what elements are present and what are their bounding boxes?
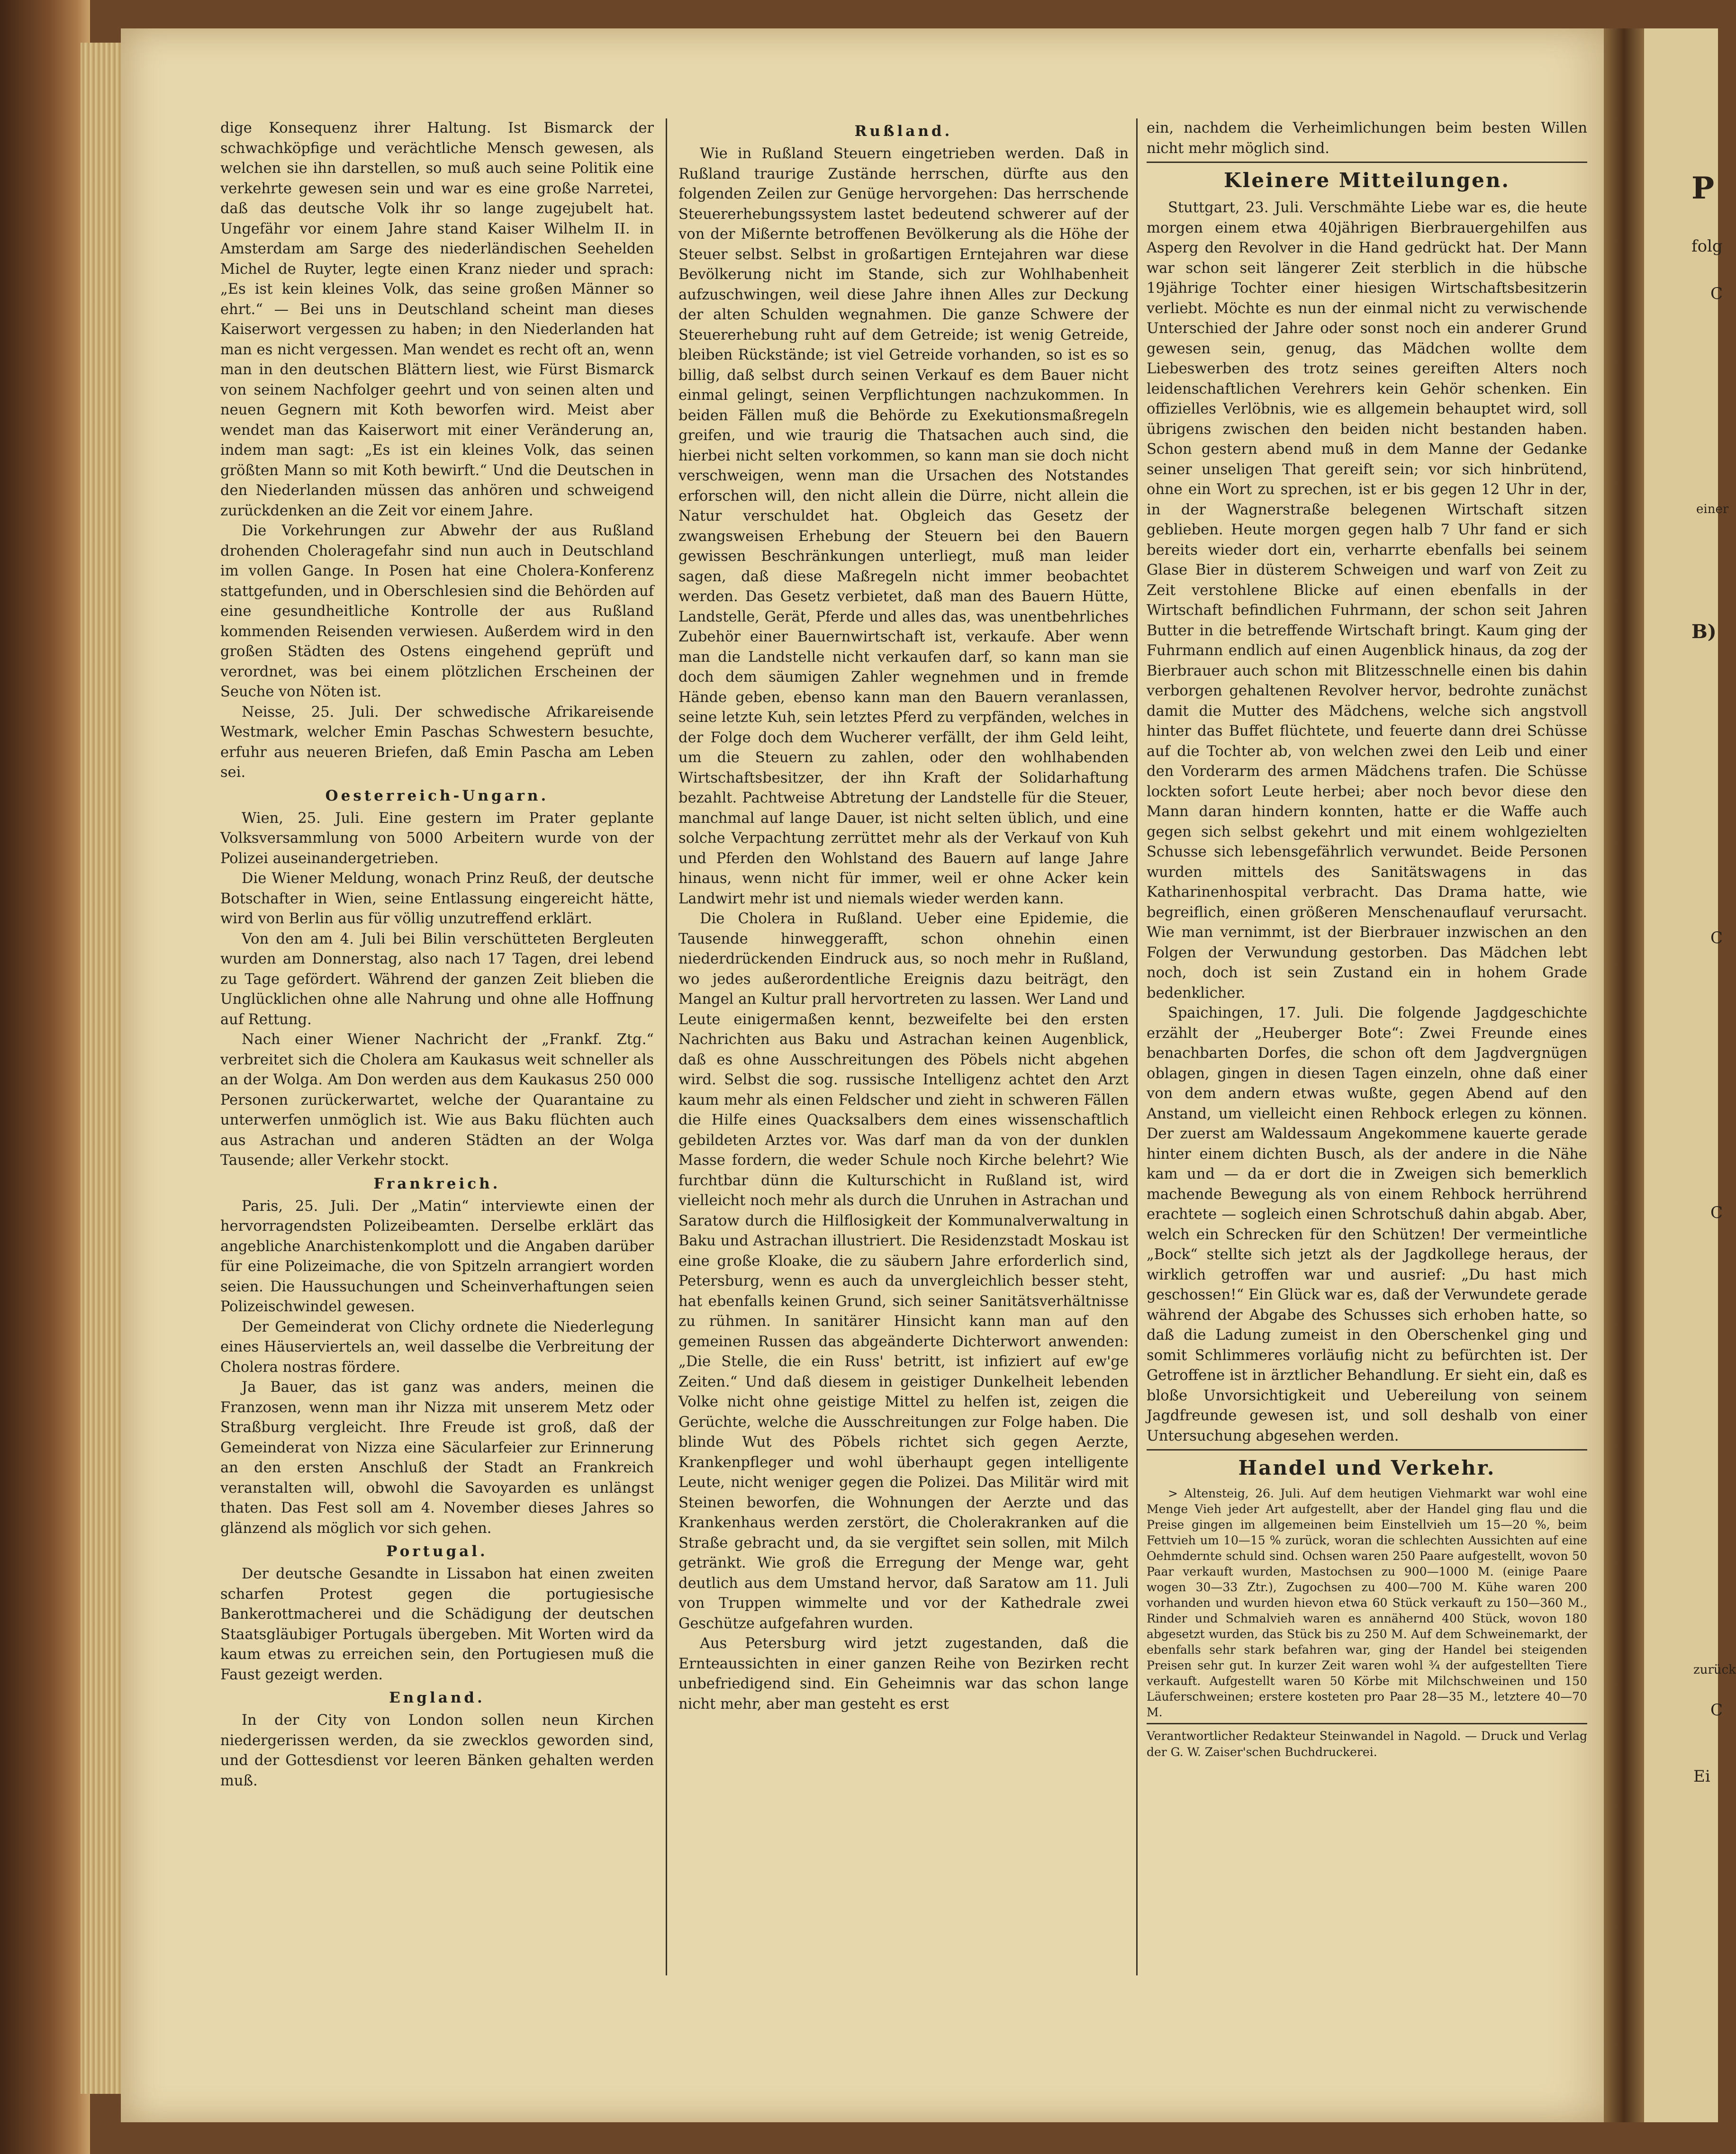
article-paragraph: ein, nachdem die Verheimlichungen beim besten Willen nicht mehr möglich sind. <box>1147 120 1587 157</box>
column-3 <box>1147 118 1587 1994</box>
adjacent-page-fragment: B) <box>1691 621 1717 643</box>
page-edges <box>81 43 123 2094</box>
imprint: Verantwortlicher Redakteur Steinwandel in Nagold. — Druck und Verlag der G. W. Zaiser'schen Buchdruckerei. <box>1147 1729 1587 1759</box>
article-paragraph: Der Gemeinderat von Clichy ordnete die Niederlegung eines Häuserviertels an, weil dasselbe die Verbreitung der Cholera nostras fördere. <box>220 1318 654 1376</box>
article-paragraph: In der City von London sollen neun Kirchen niedergerissen werden, da sie zwecklos geworden sind, und der Gottesdienst vor leeren Bänken gehalten werden muß. <box>220 1712 654 1789</box>
article-paragraph: Wie in Rußland Steuern eingetrieben werden. Daß in Rußland traurige Zustände herrschen, dürfte aus den folgenden Zeilen zur Genüge hervorgehen: Das herrschende Steuererhebungssystem lastet bedeutend schwerer auf der von der Mißernte betroffenen Bevölkerung als die Höhe der Steuer selbst. Selbst in großartigen Erntejahren war diese Bevölkerung nicht im Stande, sich zur Wohlhabenheit aufzuschwingen, weil diese Jahre ihnen Alles zur Deckung der alten Schulden wegnahmen. Die ganze Schwere der Steuererhebung ruht auf dem Getreide; ist wenig Getreide, bleiben Rückstände; ist viel Getreide vorhanden, so ist es so billig, daß selbst durch seinen Verkauf es dem Bauer nicht einmal gelingt, seinen Verpflichtungen nachzukommen. In beiden Fällen muß die Behörde zu Exekutionsmaßregeln greifen, und wie traurig die Thatsachen auch sind, die hierbei nicht selten vorkommen, so kann man sie doch nicht verschweigen, wenn man die Ursachen des Notstandes erforschen will, den nicht allein die Dürre, nicht allein die Natur verschuldet hat. Obgleich das Gesetz der zwangsweisen Erhebung der Steuern bei den Bauern gewissen Beschränkungen unterliegt, muß man leider sagen, daß diese Maßregeln nicht immer beobachtet werden. Das Gesetz verbietet, daß man des Bauern Hütte, Landstelle, Gerät, Pferde und alles das, was unentbehrliches Zubehör einer Bauernwirtschaft ist, verkaufe. Aber wenn man die Landstelle nicht verkaufen darf, so kann man sie doch dem säumigen Zahler wegnehmen und in fremde Hände geben, ebenso kann man den Bauern veranlassen, seine letzte Kuh, sein letztes Pferd zu verpfänden, welches in der Folge doch dem Wucherer verfällt, der ihm Geld leiht, um die Steuern zu zahlen, oder den wohlhabenden Wirtschaftsbesitzer, der ihn Kraft der Solidarhaftung bezahlt. Pachtweise Abtretung der Landstelle für die Steuer, manchmal auf lange Dauer, ist nicht selten üblich, und eine solche Verpachtung zerrüttet mehr als der Verkauf von Kuh und Pferden den Wohlstand des Bauern auf lange Jahre hinaus, wenn nicht für immer, weil er ohne Acker kein Landwirt mehr ist und niemals wieder werden kann. <box>678 145 1129 907</box>
article-paragraph: Die Vorkehrungen zur Abwehr der aus Rußland drohenden Choleragefahr sind nun auch in Deutschland im vollen Gange. In Posen hat eine Cholera-Konferenz stattgefunden, und in Oberschlesien sind die Behörden auf eine gesundheitliche Kontrolle der aus Rußland kommenden Reisenden verwiesen. Außerdem wird in den großen Städten des Ostens eingehend geprüft und verordnet, was bei einem plötzlichen Erscheinen der Seuche von Nöten ist. <box>220 523 654 700</box>
section-heading-portugal: Portugal. <box>386 1543 488 1560</box>
section-heading-handel: Handel und Verkehr. <box>1238 1456 1496 1479</box>
section-heading-england: England. <box>389 1689 485 1706</box>
adjacent-page-fragment: P <box>1691 171 1715 206</box>
section-rule <box>1147 1449 1587 1451</box>
book-binding <box>0 0 90 2154</box>
adjacent-page-fragment: einer <box>1696 502 1729 516</box>
section-heading-kleinere-mitteilungen: Kleinere Mitteilungen. <box>1223 169 1510 192</box>
adjacent-page-fragment: C <box>1710 1203 1723 1222</box>
adjacent-page-fragment: folg <box>1691 237 1723 256</box>
article-paragraph: Die Cholera in Rußland. Ueber eine Epidemie, die Tausende hinweggerafft, schon ohnehin einen niederdrückenden Eindruck aus, so noch mehr in Rußland, wo jedes außerordentliche Ereignis dazu beiträgt, den Mangel an Kultur prall hervortreten zu lassen. Wer Land und Leute einigermaßen kennt, bezweifelte bei den ersten Nachrichten aus Baku und Astrachan keinen Augenblick, daß es ohne Ausschreitungen des Pöbels nicht abgehen wird. Selbst die sog. russische Intelligenz achtet den Arzt kaum mehr als einen Feldscher und zieht in schweren Fällen die Hilfe eines Quacksalbers dem eines wissenschaftlich gebildeten Arztes vor. Was darf man da von der dunklen Masse fordern, die weder Schule noch Kirche belehrt? Wie furchtbar dünn die Kulturschicht in Rußland ist, wird vielleicht noch mehr als durch die Unruhen in Astrachan und Saratow durch die Hilflosigkeit der Kommunalverwaltung in Baku und Astrachan illustriert. Die Residenzstadt Moskau ist eine große Kloake, die zu säubern Jahre erforderlich sind, Petersburg, wenn es auch da unvergleichlich besser steht, hat ebenfalls keinen Grund, sich seiner Sanitätsverhältnisse zu rühmen. In sanitärer Hinsicht kann man auf den gemeinen Russen das abgeänderte Dichterwort anwenden: „Die Stelle, die ein Russ' betritt, ist infiziert auf ew'ge Zeiten.“ Und daß diesem in geistiger Dunkelheit lebenden Volke nicht ohne geistige Mittel zu helfen ist, zeigen die Gerüchte, welche die Ausschreitungen zur Folge haben. Die blinde Wut des Pöbels richtet sich gegen Aerzte, Krankenpfleger und wohl überhaupt gegen intelligente Leute, nicht weniger gegen die Polizei. Das Militär wird mit Steinen beworfen, die Wohnungen der Aerzte und das Krankenhaus werden zerstört, die Cholerakranken auf die Straße gebracht und, da sie vergiftet sein sollen, mit Milch getränkt. Wie groß die Erregung der Menge war, geht deutlich aus dem Umstand hervor, daß Saratow am 11. Juli von Truppen wimmelte und vor der Kathedrale zwei Geschütze aufgefahren wurden. <box>678 910 1129 1632</box>
article-paragraph: Nach einer Wiener Nachricht der „Frankf. Ztg.“ verbreitet sich die Cholera am Kaukasus weit schneller als an der Wolga. Am Don werden aus dem Kaukasus 250 000 Personen zurückerwartet, welche der Quarantaine zu unterwerfen unmöglich ist. Wie aus Baku flüchten auch aus Astrachan und anderen Städten an der Wolga Tausende; aller Verkehr stockt. <box>220 1031 654 1169</box>
article-paragraph: Die Wiener Meldung, wonach Prinz Reuß, der deutsche Botschafter in Wien, seine Entlassung eingereicht hätte, wird von Berlin aus für völlig unzutreffend erklärt. <box>220 870 654 927</box>
article-paragraph: Aus Petersburg wird jetzt zugestanden, daß die Ernteaussichten in einer ganzen Reihe von Bezirken recht unbefriedigend sind. Ein Geheimnis war das schon lange nicht mehr, aber man gesteht es erst <box>678 1635 1129 1712</box>
section-rule <box>1147 162 1587 163</box>
section-heading-frankreich: Frankreich. <box>373 1175 501 1192</box>
adjacent-page <box>1644 28 1736 2122</box>
section-heading-oesterreich: Oesterreich-Ungarn. <box>325 787 549 804</box>
section-rule <box>1147 1723 1587 1724</box>
column-1 <box>220 118 654 1994</box>
column-2 <box>678 118 1129 1994</box>
article-paragraph: Spaichingen, 17. Juli. Die folgende Jagdgeschichte erzählt der „Heuberger Bote“: Zwei Freunde eines benachbarten Dorfes, die schon oft dem Jagdvergnügen oblagen, gingen in diesen Tagen einzeln, ohne daß einer von dem andern etwas wußte, gegen Abend auf den Anstand, um vielleicht einen Rehbock erlegen zu können. Der zuerst am Waldessaum Angekommene kauerte gerade hinter einem dichten Busch, als der andere in die Nähe kam und — da er dort die in Zweigen sich bemerklich machende Bewegung als von einem Rehbock herrührend erachtete — sogleich einen Schrotschuß dahin abgab. Aber, welch ein Schrecken für den Schützen! Der vermeintliche „Bock“ stellte sich jetzt als der Jagdkollege heraus, der wirklich getroffen war und ausrief: „Du hast mich geschossen!“ Ein Glück war es, daß der Verwundete gerade während der Abgabe des Schusses sich erhoben hatte, so daß die Ladung zumeist in den Oberschenkel ging und somit Schlimmeres vorläufig nicht zu befürchten ist. Der Getroffene ist in ärztlicher Behandlung. Er sieht ein, daß es bloße Unvorsichtigkeit und Uebereilung von seinem Jagdfreunde gewesen ist, und soll deshalb von einer Untersuchung abgesehen werden. <box>1147 1005 1587 1444</box>
adjacent-page-fragment: C <box>1710 1701 1723 1720</box>
column-divider <box>1136 118 1138 1975</box>
book-gutter <box>1604 28 1644 2122</box>
section-heading-russland: Rußland. <box>854 123 953 140</box>
column-divider <box>666 118 667 1975</box>
article-paragraph: Stuttgart, 23. Juli. Verschmähte Liebe war es, die heute morgen einem etwa 40jährigen Bierbrauergehilfen aus Asperg den Revolver in die Hand gedrückt hat. Der Mann war schon seit längerer Zeit sterblich in die hübsche 19jährige Tochter einer hiesigen Wirtschaftsbesitzerin verliebt. Möchte es nun der einmal nicht zu verwischende Unterschied der Jahre oder sonst noch ein anderer Grund gewesen sein, genug, das Mädchen wollte dem Liebeswerben des trotz seines gereiften Alters noch leidenschaftlichen Verehrers kein Gehör schenken. Ein offizielles Verlöbnis, wie es allgemein behauptet wird, soll übrigens zwischen den beiden nicht bestanden haben. Schon gestern abend muß in dem Manne der Gedanke seiner unseligen That gereift sein; vor sich hinbrütend, ohne ein Wort zu sprechen, ist er bis gegen 12 Uhr in der, in der Wagnerstraße belegenen Wirtschaft sitzen geblieben. Heute morgen gegen halb 7 Uhr fand er sich bereits wieder dort ein, verharrte ebenfalls bei seinem Glase Bier in düsterem Schweigen und warf von Zeit zu Zeit verstohlene Blicke auf einen ebenfalls in der Wirtschaft befindlichen Fuhrmann, der schon seit Jahren Butter in die betreffende Wirtschaft bringt. Kaum ging der Fuhrmann endlich auf einen Augenblick hinaus, da zog der Bierbrauer auch schon mit Blitzesschnelle einen bis dahin verborgen gehaltenen Revolver hervor, bedrohte zunächst damit die Mutter des Mädchens, welche sich angstvoll hinter das Buffet flüchtete, und feuerte dann drei Schüsse auf die Tochter ab, von welchen zwei den Leib und einer den Vorderarm des armen Mädchens trafen. Die Schüsse lockten sofort Leute herbei; aber noch bevor diese den Mann daran hindern konnten, hatte er die Waffe auch gegen sich selbst gekehrt und mit einem wohlgezielten Schusse sich lebensgefährlich verwundet. Beide Personen wurden mittels des Sanitätswagens in das Katharinenhospital verbracht. Das Drama hatte, wie begreiflich, einen größeren Menschenauflauf verursacht. Wie man vernimmt, ist der Bierbrauer inzwischen an den Folgen der Verwundung gestorben. Das Mädchen lebt noch, doch ist sein Zustand ein in hohem Grade bedenklicher. <box>1147 199 1587 1001</box>
article-paragraph: Paris, 25. Juli. Der „Matin“ interviewte einen der hervorragendsten Polizeibeamten. Derselbe erklärt das angebliche Anarchistenkomplott und die Angaben darüber für eine Polizeimache, die von Spitzeln arrangiert worden seien. Die Haussuchungen und Scheinverhaftungen seien Polizeischwindel gewesen. <box>220 1198 654 1315</box>
article-paragraph: Der deutsche Gesandte in Lissabon hat einen zweiten scharfen Protest gegen die portugiesische Bankerottmacherei und die Schädigung der deutschen Staatsgläubiger Portugals übergeben. Mit Worten wird da kaum etwas zu erreichen sein, den Portugiesen muß die Faust gezeigt werden. <box>220 1566 654 1683</box>
article-paragraph: Ja Bauer, das ist ganz was anders, meinen die Franzosen, wenn man ihr Nizza mit unserem Metz oder Straßburg vergleicht. Ihre Freude ist groß, daß der Gemeinderat von Nizza eine Säcularfeier zur Erinnerung an den ersten Anschluß der Stadt an Frankreich veranstalten will, obwohl die Savoyarden es unlängst thaten. Das Fest soll am 4. November dieses Jahres so glänzend als möglich vor sich gehen. <box>220 1379 654 1537</box>
article-paragraph: dige Konsequenz ihrer Haltung. Ist Bismarck der schwachköpfige und verächtliche Mensch gewesen, als welchen sie ihn darstellen, so muß auch seine Politik eine verkehrte gewesen sein und war es eine große Narretei, daß das deutsche Volk ihr so lange zugejubelt hat. Ungefähr vor einem Jahre stand Kaiser Wilhelm II. in Amsterdam am Sarge des niederländischen Seehelden Michel de Ruyter, legte einen Kranz nieder und sprach: „Es ist kein kleines Volk, das seine großen Männer so ehrt.“ — Bei uns in Deutschland scheint man dieses Kaiserwort vergessen zu haben; in den Niederlanden hat man es nicht vergessen. Man wendet es recht oft an, wenn man in den deutschen Blättern liest, wie Fürst Bismarck von seinem Nachfolger geehrt und von seinen alten und neuen Gegnern mit Koth beworfen wird. Meist aber wendet man das Kaiserwort mit einer Veränderung an, indem man sagt: „Es ist ein kleines Volk, das seinen größten Mann so mit Koth bewirft.“ Und die Deutschen in den Niederlanden müssen das anhören und schweigend zurückdenken an die Zeit vor einem Jahre. <box>220 120 654 519</box>
adjacent-page-fragment: C <box>1710 284 1723 303</box>
article-paragraph: Wien, 25. Juli. Eine gestern im Prater geplante Volksversammlung von 5000 Arbeitern wurde von der Polizei auseinandergetrieben. <box>220 810 654 867</box>
adjacent-page-fragment: Ei <box>1693 1767 1710 1786</box>
article-paragraph: Von den am 4. Juli bei Bilin verschütteten Bergleuten wurden am Donnerstag, also nach 17 Tagen, drei lebend zu Tage gefördert. Während der ganzen Zeit blieben die Unglücklichen ohne alle Nahrung und ohne alle Hoffnung auf Rettung. <box>220 930 654 1028</box>
article-paragraph: Neisse, 25. Juli. Der schwedische Afrikareisende Westmark, welcher Emin Paschas Schwestern besuchte, erfuhr aus neueren Briefen, daß Emin Pascha am Leben sei. <box>220 703 654 781</box>
adjacent-page-fragment: zurück <box>1693 1663 1736 1677</box>
market-report: > Altensteig, 26. Juli. Auf dem heutigen Viehmarkt war wohl eine Menge Vieh jeder Art aufgestellt, aber der Handel ging flau und die Preise gingen im allgemeinen beim Einstellvieh um 15—20 %, beim Fettvieh um 10—15 % zurück, woran die schlechten Aussichten auf eine Oehmdernte schuld sind. Ochsen waren 250 Paare aufgestellt, wovon 50 Paar verkauft wurden, Mastochsen zu 900—1000 M. (einige Paare wogen 30—33 Ztr.), Zugochsen zu 400—700 M. Kühe waren 200 vorhanden und wurden hievon etwa 60 Stück verkauft zu 150—360 M., Rinder und Schmalvieh waren es annähernd 400 Stück, wovon 180 abgesetzt wurden, das Stück bis zu 250 M. Auf dem Schweinemarkt, der ebenfalls sehr stark befahren war, ging der Handel bei steigenden Preisen sehr gut. In kurzer Zeit waren wohl ¾ der aufgestellten Tiere verkauft. Aufgestellt waren 50 Körbe mit Milchschweinen und 150 Läuferschweinen; erstere kosteten pro Paar 28—35 M., letztere 40—70 M. <box>1147 1487 1587 1719</box>
adjacent-page-fragment: C <box>1710 928 1723 947</box>
